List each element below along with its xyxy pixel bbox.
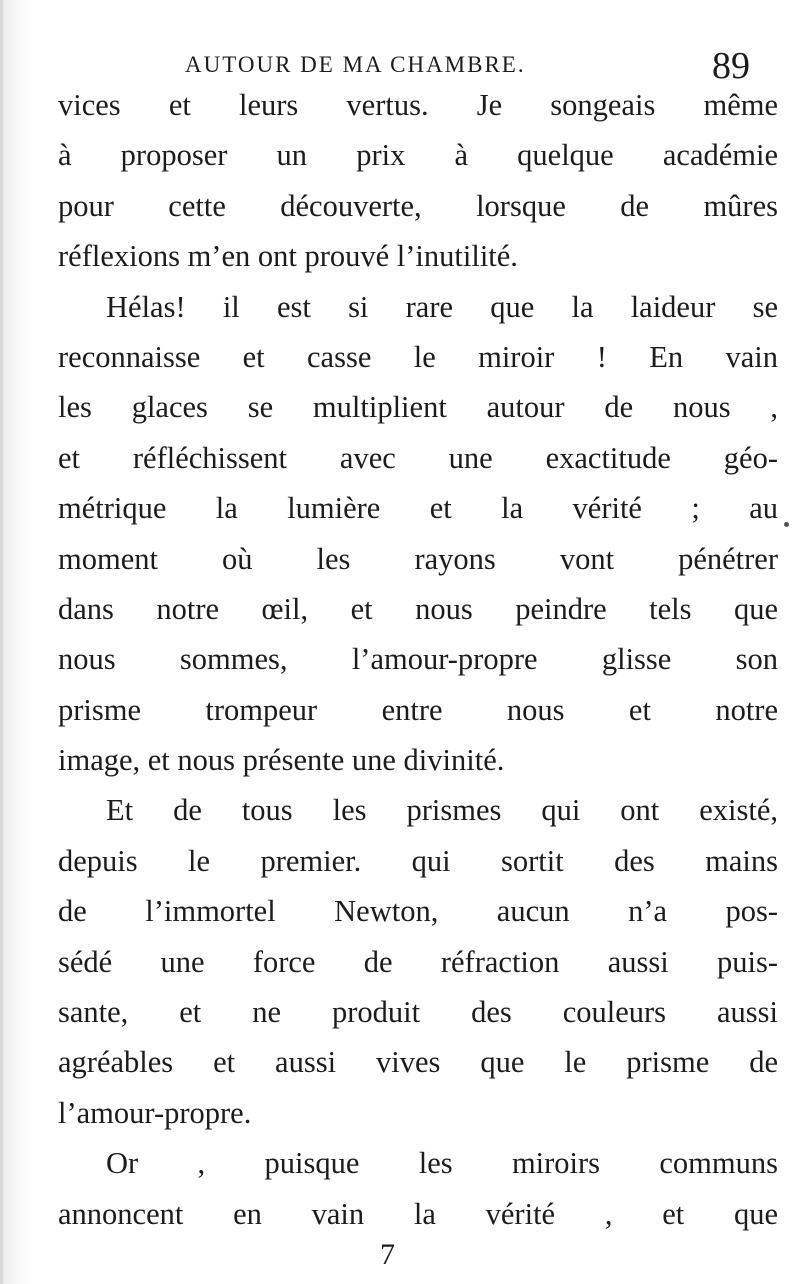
text-line: et réfléchissent avec une exactitude géo- — [58, 440, 778, 475]
text-line: les glaces se multiplient autour de nous , — [58, 390, 778, 425]
paragraph-start-line: Or , puisque les miroirs communs — [106, 1146, 778, 1181]
text-line: reconnaisse et casse le miroir ! En vain — [58, 339, 778, 374]
text-line: vices et leurs vertus. Je songeais même — [58, 88, 778, 122]
text-line: annoncent en vain la vérité , et que — [58, 1196, 778, 1231]
text-line: réflexions m’en ont prouvé l’inutilité. — [58, 239, 518, 274]
text-line: depuis le premier. qui sortit des mains — [58, 843, 778, 878]
page-edge-shadow — [0, 0, 3, 1284]
page-number: 89 — [712, 45, 750, 87]
text-line: image, et nous présente une divinité. — [58, 743, 505, 778]
paragraph-start-line: Et de tous les prismes qui ont existé, — [106, 793, 778, 828]
text-line: de l’immortel Newton, aucun n’a pos- — [58, 894, 778, 929]
text-line: nous sommes, l’amour-propre glisse son — [58, 642, 778, 677]
text-line: prisme trompeur entre nous et notre — [58, 692, 778, 727]
text-line: à proposer un prix à quelque académie — [58, 138, 778, 173]
text-line: moment où les rayons vont pénétrer — [58, 541, 778, 576]
text-line: sante, et ne produit des couleurs aussi — [58, 995, 778, 1030]
body-text — [58, 80, 778, 1239]
margin-dot-mark — [784, 522, 789, 527]
text-line: métrique la lumière et la vérité ; au — [58, 491, 778, 526]
running-title: AUTOUR DE MA CHAMBRE. — [185, 52, 526, 77]
paragraph-start-line: Hélas! il est si rare que la laideur se — [106, 289, 778, 324]
text-line: l’amour-propre. — [58, 1095, 252, 1130]
text-line: dans notre œil, et nous peindre tels que — [58, 591, 778, 626]
text-line: pour cette découverte, lorsque de mûres — [58, 188, 778, 223]
signature-mark: 7 — [380, 1238, 395, 1271]
text-line: sédé une force de réfraction aussi puis- — [58, 944, 778, 979]
text-line: agréables et aussi vives que le prisme de — [58, 1045, 778, 1080]
